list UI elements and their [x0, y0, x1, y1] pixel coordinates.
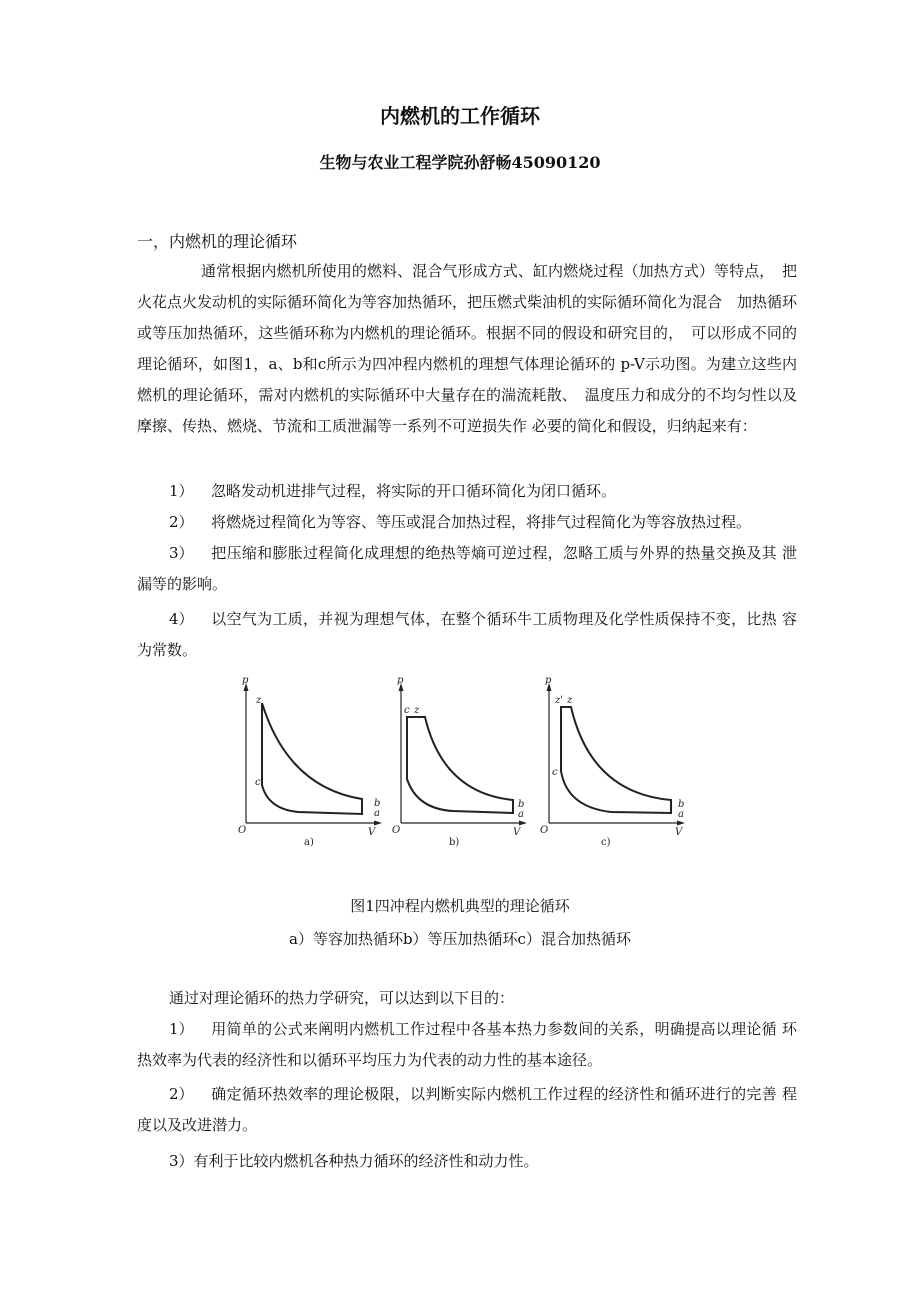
point-label: b: [678, 799, 685, 810]
point-label: z': [555, 695, 564, 706]
v-axis-label: V: [368, 827, 376, 838]
purpose-number: 1）: [169, 1020, 194, 1038]
assumption-text: 忽略发动机进排气过程，将实际的开口循环简化为闭口循环。: [211, 482, 617, 500]
section-heading: 一，内燃机的理论循环: [137, 232, 298, 251]
point-label: a: [374, 808, 380, 819]
author-line: 生物与农业工程学院孙舒畅45090120: [319, 153, 601, 172]
point-label: b: [374, 798, 381, 809]
assumption-item-3: [137, 538, 797, 600]
purpose-item-1: [137, 1014, 797, 1076]
p-axis-label: p: [545, 675, 552, 686]
assumption-text: 将燃烧过程简化为等容、等压或混合加热过程，将排气过程简化为等容放热过程。: [211, 513, 752, 531]
intro-paragraph: 通常根据内燃机所使用的燃料、混合气形成方式、缸内燃烧过程（加热方式）等特点， 把火花点火发动机的实际循环简化为等容加热循环，把压燃式柴油机的实际循环简化为混合 加热循环或等压加热循环，这些循环称为内燃机的理论循环。根据不同的假设和研究目的， 可以形成不同的理论循环，如图1，a、b和c所示为四冲程内燃机的理想气体理论循环的 p-V示功图。为建立这些内燃机的理论循环，需对内燃机的实际循环中大量存在的湍流耗散、 温度压力和成分的不均匀性以及摩擦、传热、燃烧、节流和工质泄漏等一系列不可逆损失作 必要的简化和假设，归纳起来有：: [137, 262, 798, 435]
assumption-text: 以空气为工质，并视为理想气体，在整个循环牛工质物理及化学性质保持不变，比热 容为常数。: [137, 610, 797, 659]
point-label: c: [404, 705, 410, 716]
subfigure-label: b): [449, 837, 460, 848]
point-label: c: [552, 767, 558, 778]
assumption-item-2: [137, 507, 797, 538]
panel-b: [392, 675, 527, 848]
assumption-item-4: [137, 604, 797, 666]
p-axis-label: p: [242, 675, 249, 686]
assumption-number: 4）: [169, 610, 194, 628]
subfigure-label: c): [601, 837, 611, 848]
assumption-number: 1）: [169, 482, 194, 500]
figure-caption: 图1四冲程内燃机典型的理论循环: [350, 897, 570, 915]
origin-label: O: [392, 825, 401, 836]
purpose-text: 确定循环热效率的理论极限，以判断实际内燃机工作过程的经济性和循环进行的完善 程度以及改进潜力。: [137, 1085, 797, 1134]
panel-a: [238, 675, 382, 848]
point-label: z: [414, 705, 420, 716]
point-label: c: [255, 777, 261, 788]
assumption-number: 3）: [169, 544, 194, 562]
assumption-text: 把压缩和膨胀过程简化成理想的绝热等熵可逆过程，忽略工质与外界的热量交换及其 泄漏等的影响。: [137, 544, 797, 593]
v-axis-label: V: [513, 827, 521, 838]
figure-subcaption: a）等容加热循环b）等压加热循环c）混合加热循环: [289, 930, 631, 948]
purpose-text: 有利于比较内燃机各种热力循环的经济性和动力性。: [193, 1152, 539, 1170]
subfigure-label: a): [304, 837, 314, 848]
assumption-item-1: [137, 476, 797, 507]
document-title: 内燃机的工作循环: [380, 104, 540, 128]
p-axis-label: p: [397, 675, 404, 686]
point-label: a: [678, 809, 684, 820]
purpose-number: 3）: [169, 1152, 194, 1170]
point-label: a: [518, 809, 524, 820]
origin-label: O: [238, 825, 247, 836]
point-label: z: [567, 695, 573, 706]
purpose-text: 用简单的公式来阐明内燃机工作过程中各基本热力参数间的关系，明确提高以理论循 环热效率为代表的经济性和以循环平均压力为代表的动力性的基本途径。: [137, 1020, 797, 1069]
assumption-number: 2）: [169, 513, 194, 531]
purpose-intro: 通过对理论循环的热力学研究，可以达到以下目的：: [169, 989, 515, 1007]
origin-label: O: [540, 825, 549, 836]
pv-diagram-figure: [228, 675, 708, 855]
point-label: z: [256, 695, 262, 706]
purpose-item-2: [137, 1079, 797, 1141]
purpose-number: 2）: [169, 1085, 194, 1103]
v-axis-label: V: [675, 827, 683, 838]
purpose-item-3: [137, 1146, 797, 1177]
panel-c: [540, 675, 685, 848]
point-label: b: [518, 799, 525, 810]
